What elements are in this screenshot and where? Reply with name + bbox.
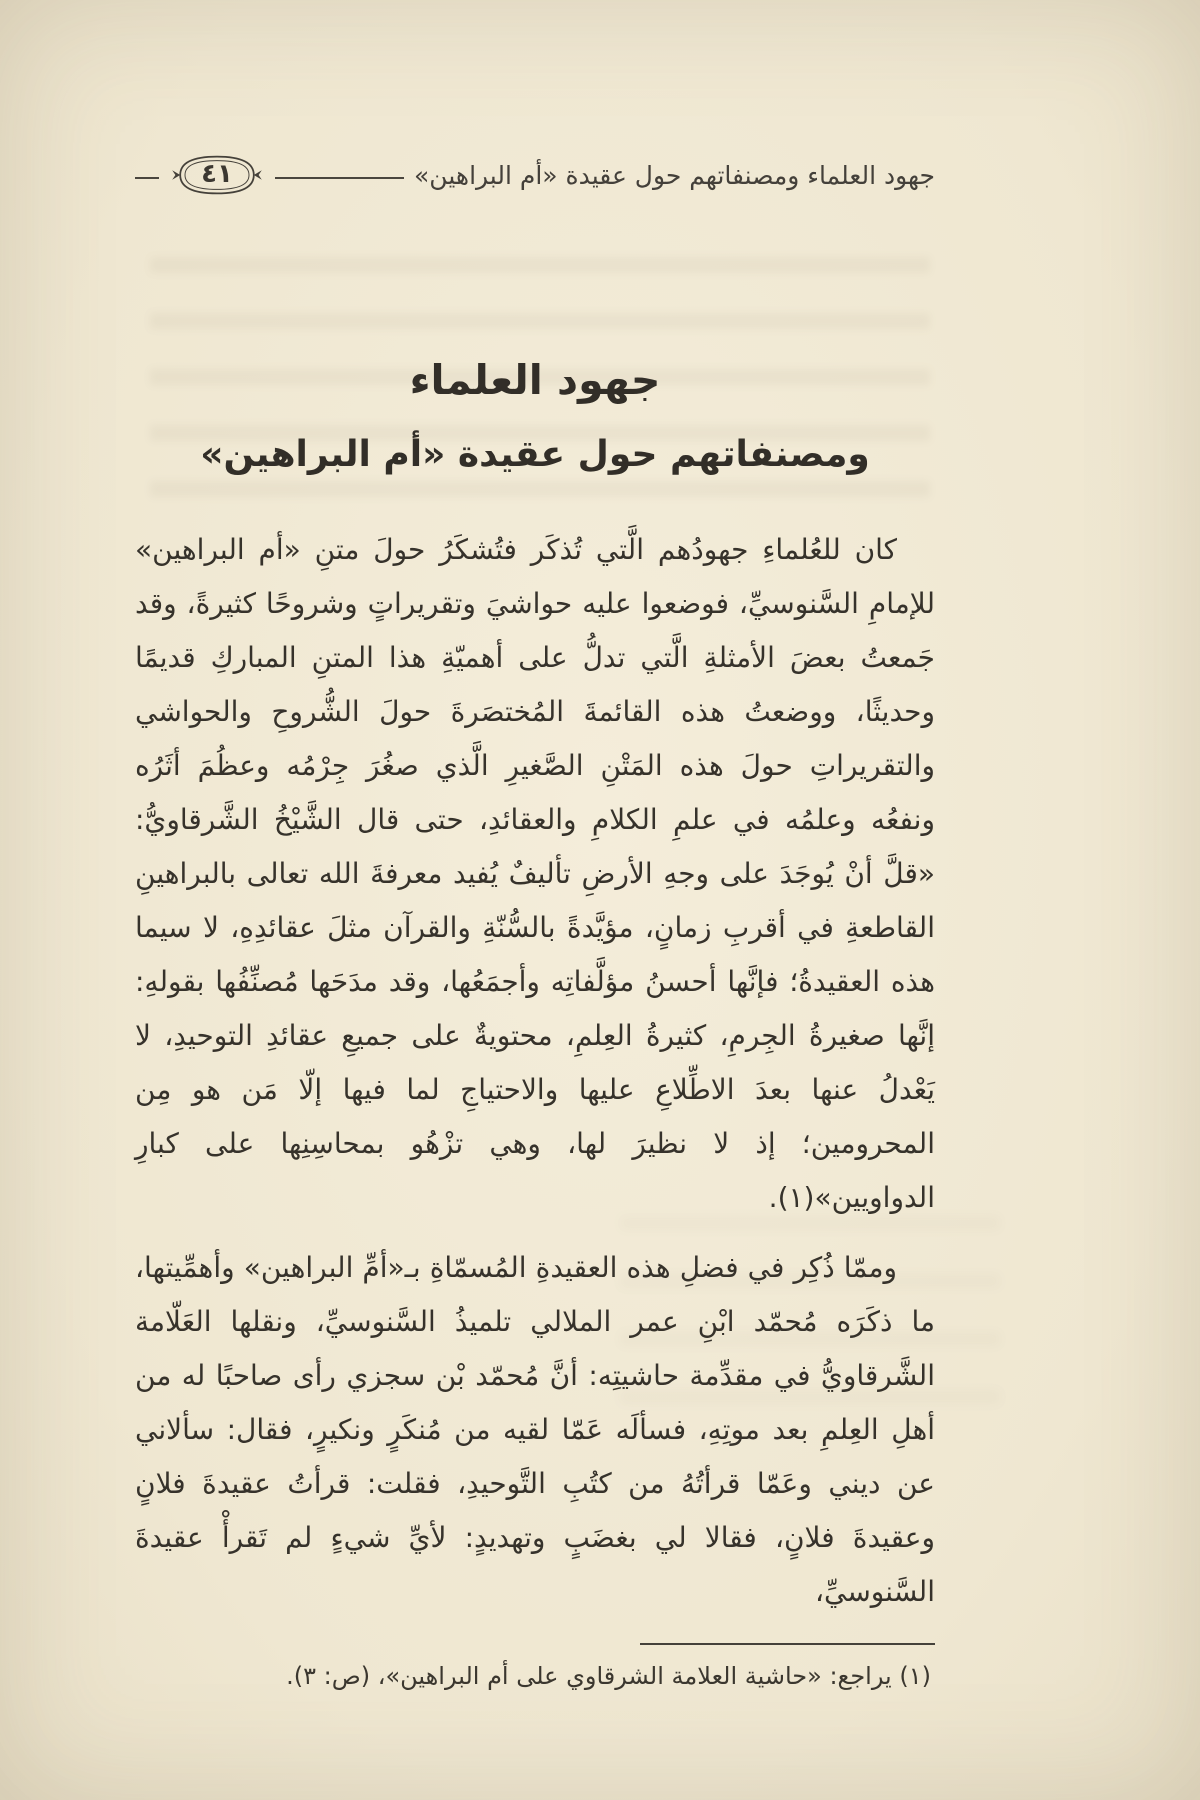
chapter-title-line1: جهود العلماء	[409, 356, 661, 404]
chapter-title-line2: ومصنفاتهم حول عقيدة «أم البراهين»	[200, 434, 870, 475]
footnote-text: (١) يراجع: «حاشية العلامة الشرقاوي على أم البراهين»، (ص: ٣).	[286, 1662, 931, 1690]
body-paragraph-2: وممّا ذُكِر في فضلِ هذه العقيدةِ المُسمّاةِ بـ«أمِّ البراهين» وأهمِّيتها، ما ذكَرَه مُحمّد ابْنِ عمر الملالي تلميذُ السَّنوسيِّ، ونقلها العَلّامة الشَّرقاويُّ في مقدِّمة حاشيتِه: أنَّ مُحمّد بْن سجزي رأى صاحبًا له من أهلِ العِلمِ بعد موتِهِ، فسألَه عَمّا لقيه من مُنكَرٍ ونكيرٍ، فقال: سألاني عن ديني وعَمّا قرأتُهُ من كتُبِ التَّوحيدِ، فقلت: قرأتُ عقيدةَ فلانٍ وعقيدةَ فلانٍ، فقالا لي بغضَبٍ وتهديدٍ: لأيِّ شيءٍ لم تَقرأْ عقيدةَ السَّنوسيِّ،	[135, 1251, 935, 1608]
body-paragraph-1: كان للعُلماءِ جهودُهم الَّتي تُذكَر فتُشكَرُ حولَ متنِ «أم البراهين» للإمامِ السَّنوسيِّ، فوضعوا عليه حواشيَ وتقريراتٍ وشروحًا كثيرةً، وقد جَمعتُ بعضَ الأمثلةِ الَّتي تدلُّ على أهميّةِ هذا المتنِ المباركِ قديمًا وحديثًا، ووضعتُ هذه القائمةَ المُختصَرةَ حولَ الشُّروحِ والحواشي والتقريراتِ حولَ هذه المَتْنِ الصَّغيرِ الَّذي صغُرَ جِرْمُه وعظُمَ أثَرُه ونفعُه وعلمُه في علمِ الكلامِ والعقائدِ، حتى قال الشَّيْخُ الشَّرقاويُّ: «قلَّ أنْ يُوجَدَ على وجهِ الأرضِ تأليفٌ يُفيد معرفةَ الله تعالى بالبراهينِ القاطعةِ في أقربِ زمانٍ، مؤيَّدةً بالسُّنّةِ والقرآن مثلَ عقائدِهِ، لا سيما هذه العقيدةُ؛ فإنَّها أحسنُ مؤلَّفاتِه وأجمَعُها، وقد مدَحَها مُصنِّفُها بقولهِ: إنَّها صغيرةُ الجِرمِ، كثيرةُ العِلمِ، محتويةٌ على جميعِ عقائدِ التوحيدِ، لا يَعْدلُ عنها بعدَ الاطِّلاعِ عليها والاحتياجِ لما فيها إلّا مَن هو مِن المحرومين؛ إذ لا نظيرَ لها، وهي تزْهُو بمحاسِنِها على كبارِ الدواويين»(١).	[135, 533, 935, 1214]
page-header	[135, 146, 935, 204]
header-rule	[275, 177, 404, 179]
page-number-badge	[169, 146, 265, 204]
page-content-column	[135, 0, 935, 1695]
page-number: ٤١	[201, 159, 233, 189]
running-header-title: جهود العلماء ومصنفاتهم حول عقيدة «أم البراهين»	[414, 160, 935, 190]
header-end-dash	[135, 177, 159, 179]
footnote-separator	[640, 1643, 935, 1645]
